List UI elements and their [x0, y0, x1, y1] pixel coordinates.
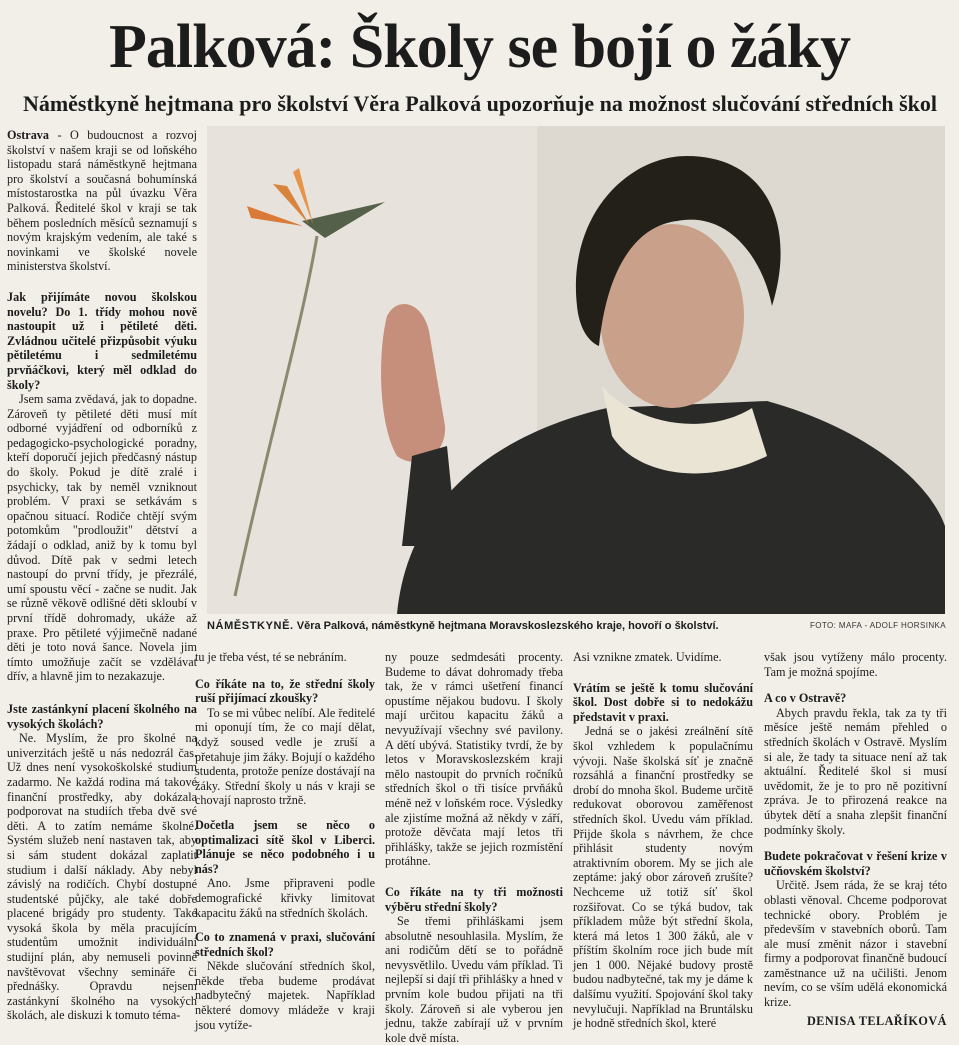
question-5: Co to znamená v praxi, slučování středních škol? [195, 930, 375, 959]
question-6: Co říkáte na ty tři možnosti výběru střední školy? [385, 884, 563, 914]
subheadline: Náměstkyně hejtmana pro školství Věra Palková upozorňuje na možnost slučování středních škol [22, 91, 938, 116]
answer-7: Jedná se o jakési zreálnění sítě škol vzhledem k populačnímu vývoji. Naše školská síť je značně rozsáhlá a finanční prostředky se drobí do mnoha škol. Budeme určitě redukovat oborovou zaměřenost středních škol. Uvedu vám příklad. Přijde škola s návrhem, že chce přihlásit studenty novým atraktivním oborem. My se jich ale zeptáme: jaký obor zároveň zrušíte? Nechceme už totiž síť škol rozšiřovat. Co se týká budov, tak příkladem může být střední škola, která má letos 1 300 žáků, ale v příštím školním roce jich bude mít jen 1 000. Nějaké budovy prostě budou nadbytečné, tak my je dáme k dalšímu využití. Spojování škol taky nevylučuji. Například na Bruntálsku je hodně středních škol, které [573, 724, 753, 1031]
question-4: Dočetla jsem se něco o optimalizaci sítě škol v Liberci. Plánuje se něco podobného i u nás? [195, 817, 375, 876]
answer-2: Ne. Myslím, že pro školné na univerzitách ještě u nás nedozrál čas. Už dnes není vysokoškolské studium zadarmo. Ne každá rodina má takové finanční prostředky, aby dokázala podporovat na studiích třeba dvě své děti. A to zatím nemáme školné. Systém služeb není nastaven tak, aby si sám student dokázal zaplatit studium i další náklady. Aby nebyl závislý na rodičích. Chybí dostupné studentské půjčky, ale také dobře placené brigády pro studenty. Také vysoká škola by měla pracujícím studentům umožnit individuální studijní plán, aby nemuseli povinně navštěvovat všechny semináře či přednášky. Opravdu nejsem zastánkyní školného na vysokých školách, ale diskuzi k tomuto téma- [7, 731, 197, 1023]
portrait-photo [207, 126, 945, 614]
answer-6-continued: Asi vznikne zmatek. Uvidíme. [573, 650, 722, 664]
answer-1: Jsem sama zvědavá, jak to dopadne. Zároveň ty pětileté děti musí mít odborné vyjádření od odborníků z pedagogicko-psychologické poradny, kteří doporučí jejich předčasný nástup do školy. Pokud je dítě zralé i psychicky, tak by neměl vzniknout problém. V praxi se setkávám s opačnou situací. Rodiče chtějí svým potomkům "prodloužit" dětství a žádají o odklad, aniž by k tomu byl důvod. Dítě pak v sedmi letech nastoupí do první třídy, je přezrálé, umí spoustu věcí - začne se nudit. Jak se různě věkově odlišné děti skloubí v první třídě dohromady, ukáže až praxe. Pro pětileté výjimečně nadané děti je toto nová šance. Novela jim tímto umožňuje začít se vzdělávat dřív, a hlavně jim to nezakazuje. [7, 392, 197, 684]
intro-text: - O budoucnost a rozvoj školství v našem kraji se od loňského listopadu stará náměstkyně hejtmana pro školství a současná bohumínská místostarostka na půl úvazku Věra Palková. Ředitelé škol v kraji se tak během posledních měsíců seznamují s novým krajským vedením, ale také s novinkami ve školské novele ministerstva školství. [7, 128, 197, 274]
caption-text: Věra Palková, náměstkyně hejtmana Moravskoslezského kraje, hovoří o školství. [296, 620, 719, 632]
answer-3: To se mi vůbec nelíbí. Ale ředitelé mi oponují tím, že co mají dělat, když soused vedle je zruší a přetahuje jim žáky. Bojují o každého studenta, protože peníze dostávají na žáky. Střední školy u nás v kraji se chovají naprosto tržně. [195, 705, 375, 808]
answer-7-continued: však jsou vytíženy málo procenty. Tam je možná spojíme. [764, 650, 947, 679]
article-column-4 [573, 650, 753, 1031]
question-2: Jste zastánkyní placení školného na vysokých školách? [7, 701, 197, 731]
photo-credit: FOTO: MAFA - ADOLF HORSINKA [809, 621, 946, 630]
question-3: Co říkáte na to, že střední školy ruší přijímací zkoušky? [195, 676, 375, 706]
photo-caption [207, 619, 787, 633]
question-1: Jak přijímáte novou školskou novelu? Do 1. třídy mohou nově nastoupit už i pětileté děti. Zvládnou učitelé přizpůsobit výuku pětiletému i sedmiletému prvňáčkovi, který měl odklad do školy? [7, 289, 197, 392]
intro-paragraph [7, 128, 197, 274]
dateline: Ostrava [7, 128, 49, 142]
author-byline: DENISA TELAŘÍKOVÁ [806, 1013, 947, 1028]
question-7: Vrátím se ještě k tomu slučování škol. Dost dobře si to nedokážu představit v praxi. [573, 680, 753, 724]
headline: Palková: Školy se bojí o žáky [109, 13, 850, 81]
answer-5-continued: ny pouze sedmdesáti procenty. Budeme to dávat dohromady třeba tak, že v rámci ušetření financí opustíme nějakou budovu. I školy mají určitou kapacitu žáků a nevyužívají všechny své pavilony. A dětí ubývá. Statistiky tvrdí, že by letos v Moravskoslezském kraji mělo nastoupit do prvních ročníků středních škol o tři tisíce prvňáků méně než v loňském roce. Výsledky ale zjistíme možná až někdy v září, protože děvčata mají letos tři přihlášky, takže se jejich rozmístění protáhne. [385, 650, 563, 869]
article-column-3 [385, 650, 563, 1045]
answer-8: Abych pravdu řekla, tak za ty tři měsíce ještě nemám přehled o středních školách v Ostravě. Myslím si ale, že tady ta situace není až tak aktuální. Ředitelé škol si musí uvědomit, že je to pro ně pozitivní zpráva. Je to přirozená reakce na úbytek dětí a snaha zlepšit finanční podmínky školy. [764, 705, 947, 837]
answer-6: Se třemi přihláškami jsem absolutně nesouhlasila. Myslím, že ani rodičům dětí se to pořádně nevysvětlilo. Uvedu vám příklad. Ti nejlepší si dají tři přihlášky a hned v prvním kole budou přijati na tři školy. Zároveň si ale vyberou jen jednu, takže zabírají už v prvním kole dvě místa. [385, 914, 563, 1045]
caption-label: NÁMĚSTKYNĚ. [207, 620, 294, 632]
question-9: Budete pokračovat v řešení krize v učňovském školství? [764, 849, 947, 878]
answer-2-continued: tu je třeba vést, té se nebráním. [195, 650, 347, 664]
question-8: A co v Ostravě? [764, 691, 847, 706]
article-column-5 [764, 650, 947, 1028]
answer-9: Určitě. Jsem ráda, že se kraj této oblasti věnoval. Chceme podporovat technické obory. Problém je především v stavebních oborů. Tam ale musí změnit názor i stavební firmy a podporovat finančně budoucí zaměstnance už na učilišti. Jenom nevím, co se vším udělá ekonomická krize. [764, 878, 947, 1010]
answer-4: Ano. Jsme připraveni podle demografické křivky limitovat kapacitu žáků na středních školách. [195, 876, 375, 920]
article-column-2 [195, 650, 375, 1032]
answer-5: Někde slučování středních škol, někde třeba budeme prodávat nadbytečný majetek. Například některé domovy mládeže v kraji jsou vytíže- [195, 959, 375, 1032]
article-column-1 [7, 128, 197, 1023]
